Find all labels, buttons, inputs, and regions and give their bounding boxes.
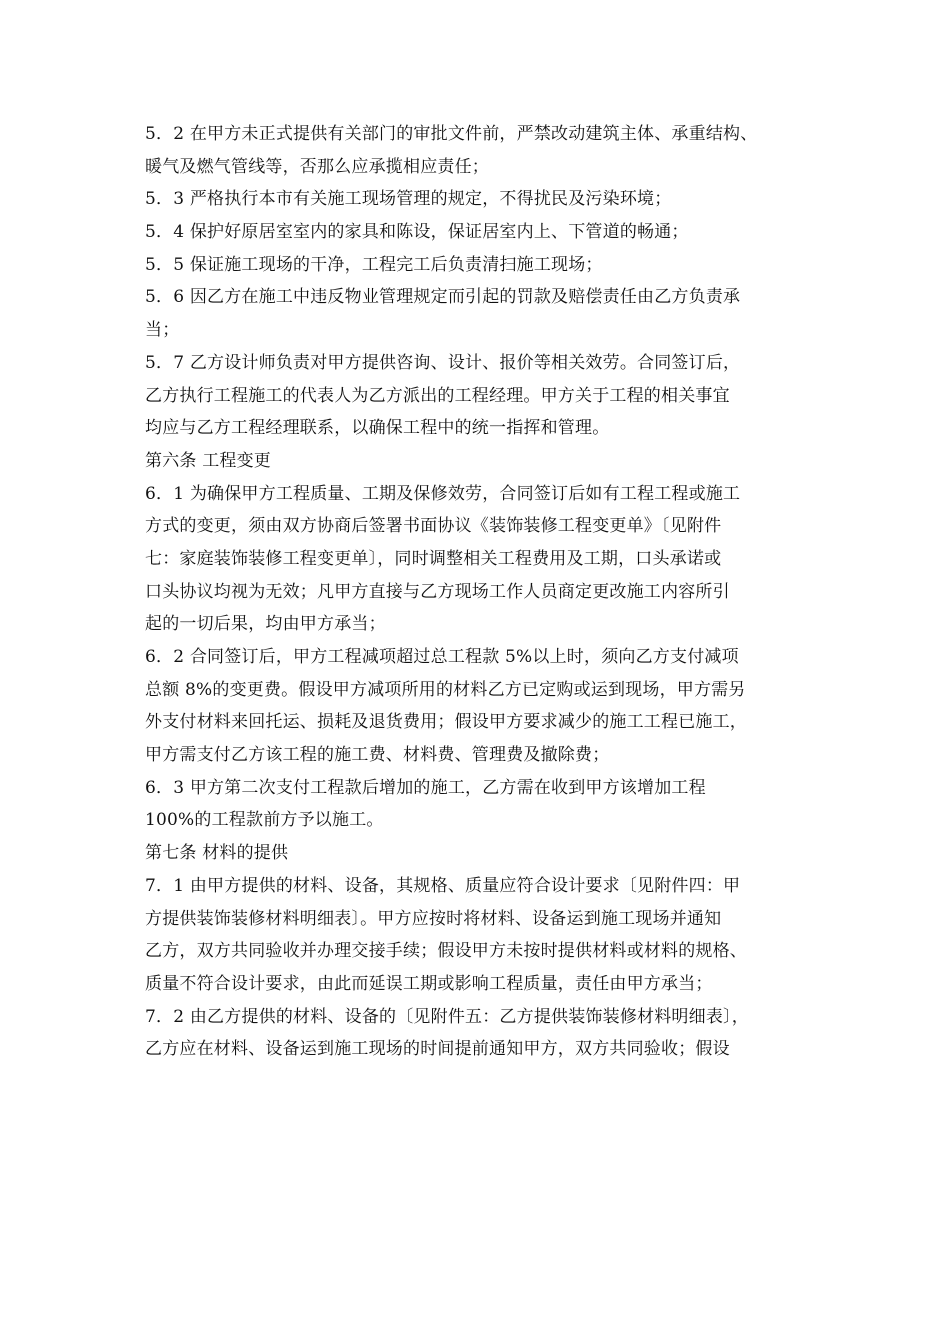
text-line: 方提供装饰装修材料明细表〕。甲方应按时将材料、设备运到施工现场并通知 — [145, 908, 722, 929]
text-line: 5．4 保护好原居室室内的家具和陈设，保证居室内上、下管道的畅通； — [145, 222, 689, 243]
text-line: 6．2 合同签订后，甲方工程减项超过总工程款 5%以上时，须向乙方支付减项 — [145, 647, 739, 667]
text-line: 7．2 由乙方提供的材料、设备的〔见附件五：乙方提供装饰装修材料明细表〕， — [145, 1006, 749, 1027]
text-line: 5．2 在甲方未正式提供有关部门的审批文件前，严禁改动建筑主体、承重结构、 — [145, 124, 758, 144]
text-line: 七：家庭装饰装修工程变更单〕，同时调整相关工程费用及工期，口头承诺或 — [145, 548, 722, 569]
text-line: 方式的变更，须由双方协商后签署书面协议《装饰装修工程变更单》〔见附件 — [145, 516, 722, 537]
text-line: 7．1 由甲方提供的材料、设备，其规格、质量应符合设计要求〔见附件四：甲 — [145, 875, 741, 896]
text-line: 质量不符合设计要求，由此而延误工期或影响工程质量，责任由甲方承当； — [145, 973, 713, 994]
text-line: 乙方，双方共同验收并办理交接手续；假设甲方未按时提供材料或材料的规格、 — [145, 941, 747, 962]
text-line: 暖气及燃气管线等，否那么应承揽相应责任； — [145, 156, 489, 177]
text-line: 6．3 甲方第二次支付工程款后增加的施工，乙方需在收到甲方该增加工程 — [145, 777, 706, 798]
section-heading: 第七条 材料的提供 — [145, 843, 289, 864]
text-line: 起的一切后果，均由甲方承当； — [145, 614, 386, 635]
text-line: 6．1 为确保甲方工程质量、工期及保修效劳，合同签订后如有工程工程或施工 — [145, 483, 741, 504]
document-body — [145, 118, 845, 1066]
text-line: 5．6 因乙方在施工中违反物业管理规定而引起的罚款及赔偿责任由乙方负责承 — [145, 287, 741, 308]
text-line: 当； — [145, 320, 180, 341]
text-line: 5．5 保证施工现场的干净，工程完工后负责清扫施工现场； — [145, 254, 603, 275]
text-line: 甲方需支付乙方该工程的施工费、材料费、管理费及撤除费； — [145, 745, 610, 766]
text-line: 100%的工程款前方予以施工。 — [145, 810, 384, 831]
text-line: 乙方执行工程施工的代表人为乙方派出的工程经理。甲方关于工程的相关事宜 — [145, 385, 730, 406]
section-heading: 第六条 工程变更 — [145, 450, 272, 471]
text-line: 均应与乙方工程经理联系，以确保工程中的统一指挥和管理。 — [145, 418, 610, 439]
text-line: 5．3 严格执行本市有关施工现场管理的规定，不得扰民及污染环境； — [145, 189, 672, 210]
text-line: 总额 8%的变更费。假设甲方减项所用的材料乙方已定购或运到现场，甲方需另 — [145, 679, 746, 700]
text-line: 口头协议均视为无效；凡甲方直接与乙方现场工作人员商定更改施工内容所引 — [145, 581, 730, 602]
text-line: 外支付材料来回托运、损耗及退货费用；假设甲方要求减少的施工工程已施工， — [145, 712, 747, 733]
text-line: 乙方应在材料、设备运到施工现场的时间提前通知甲方，双方共同验收；假设 — [145, 1039, 730, 1060]
text-line: 5．7 乙方设计师负责对甲方提供咨询、设计、报价等相关效劳。合同签订后， — [145, 352, 741, 373]
